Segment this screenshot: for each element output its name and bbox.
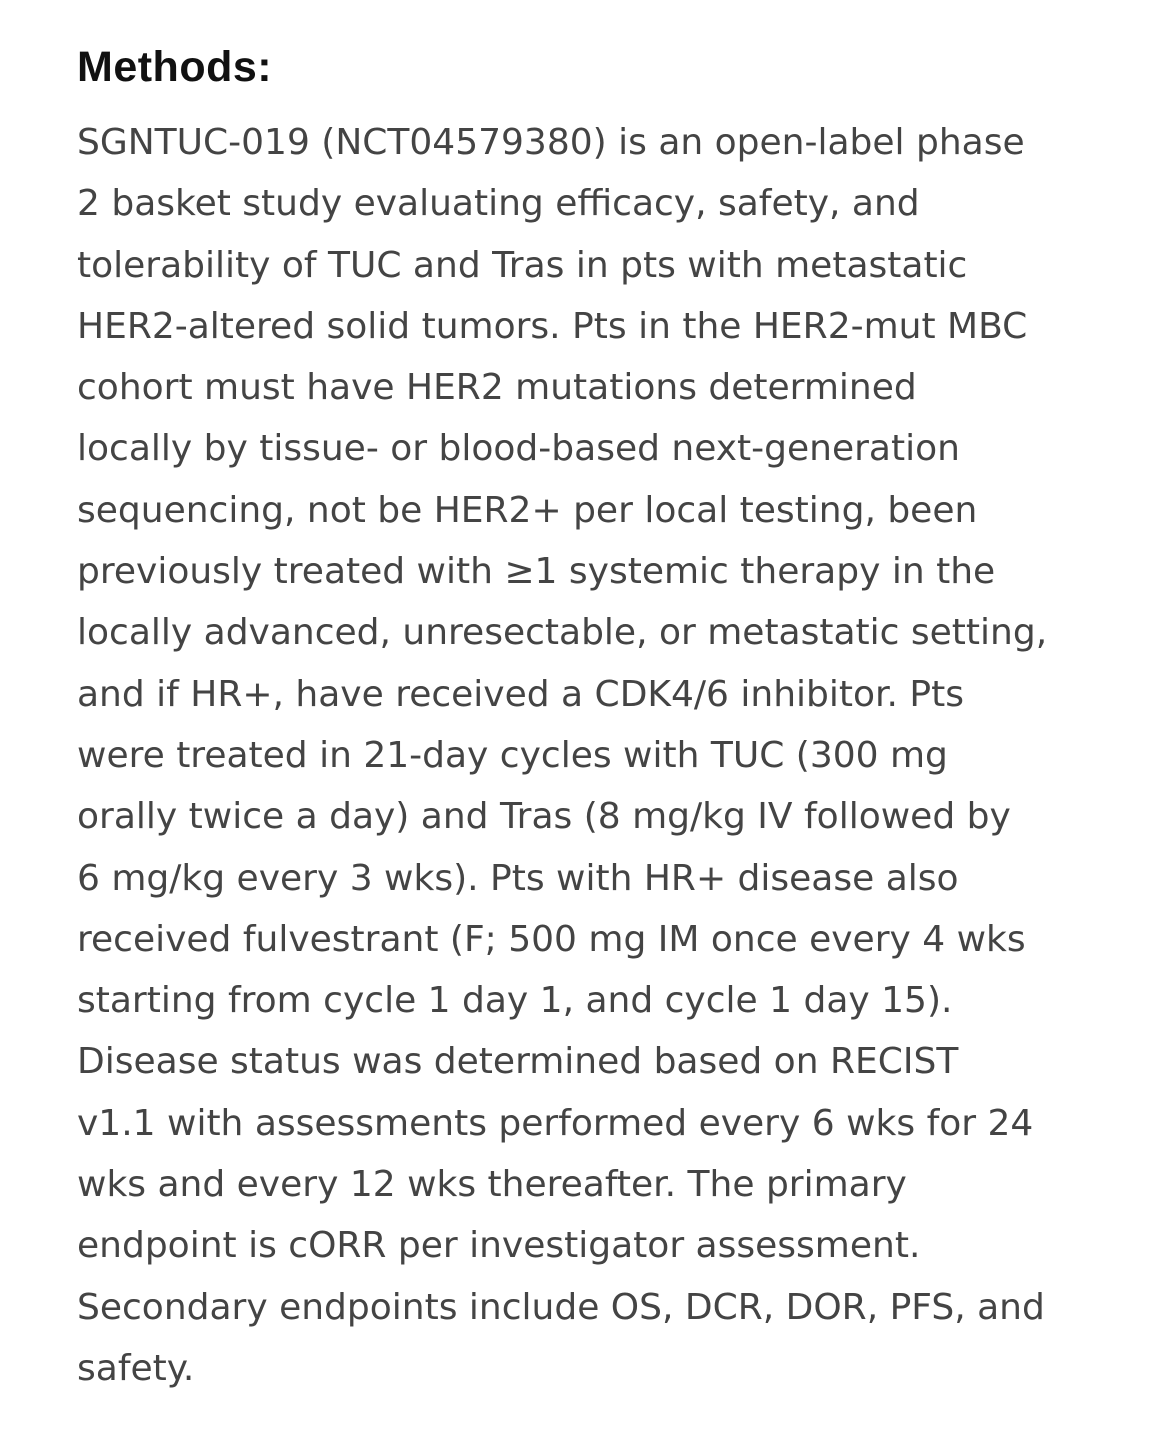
text-line: Secondary endpoints include OS, DCR, DOR, PFS, and [77, 1286, 1045, 1328]
text-line: previously treated with ≥1 systemic therapy in the [77, 551, 996, 593]
text-line: received fulvestrant (F; 500 mg IM once every 4 wks [77, 918, 1026, 960]
text-line: orally twice a day) and Tras (8 mg/kg IV followed by [77, 796, 1011, 838]
text-line: Disease status was determined based on RECIST [77, 1041, 959, 1083]
text-line: starting from cycle 1 day 1, and cycle 1 day 15). [77, 980, 953, 1022]
text-line: 2 basket study evaluating efficacy, safety, and [77, 183, 920, 225]
text-line: 6 mg/kg every 3 wks). Pts with HR+ disease also [77, 857, 959, 899]
methods-paragraph [77, 112, 1137, 1399]
section-heading: Methods: [77, 43, 273, 91]
text-line: locally advanced, unresectable, or metastatic setting, [77, 612, 1048, 654]
text-line: were treated in 21-day cycles with TUC (300 mg [77, 734, 948, 776]
text-line: HER2-altered solid tumors. Pts in the HER2-mut MBC [77, 305, 1028, 347]
text-line: locally by tissue- or blood-based next-generation [77, 428, 960, 470]
text-line: wks and every 12 wks thereafter. The primary [77, 1164, 907, 1206]
text-line: endpoint is cORR per investigator assessment. [77, 1225, 921, 1267]
text-line: sequencing, not be HER2+ per local testing, been [77, 489, 978, 531]
methods-section [77, 36, 1137, 1399]
text-line: v1.1 with assessments performed every 6 wks for 24 [77, 1102, 1034, 1144]
text-line: safety. [77, 1347, 195, 1389]
text-line: and if HR+, have received a CDK4/6 inhibitor. Pts [77, 673, 964, 715]
text-line: SGNTUC-019 (NCT04579380) is an open-label phase [77, 122, 1025, 163]
text-line: tolerability of TUC and Tras in pts with metastatic [77, 244, 968, 286]
text-line: cohort must have HER2 mutations determined [77, 367, 917, 409]
